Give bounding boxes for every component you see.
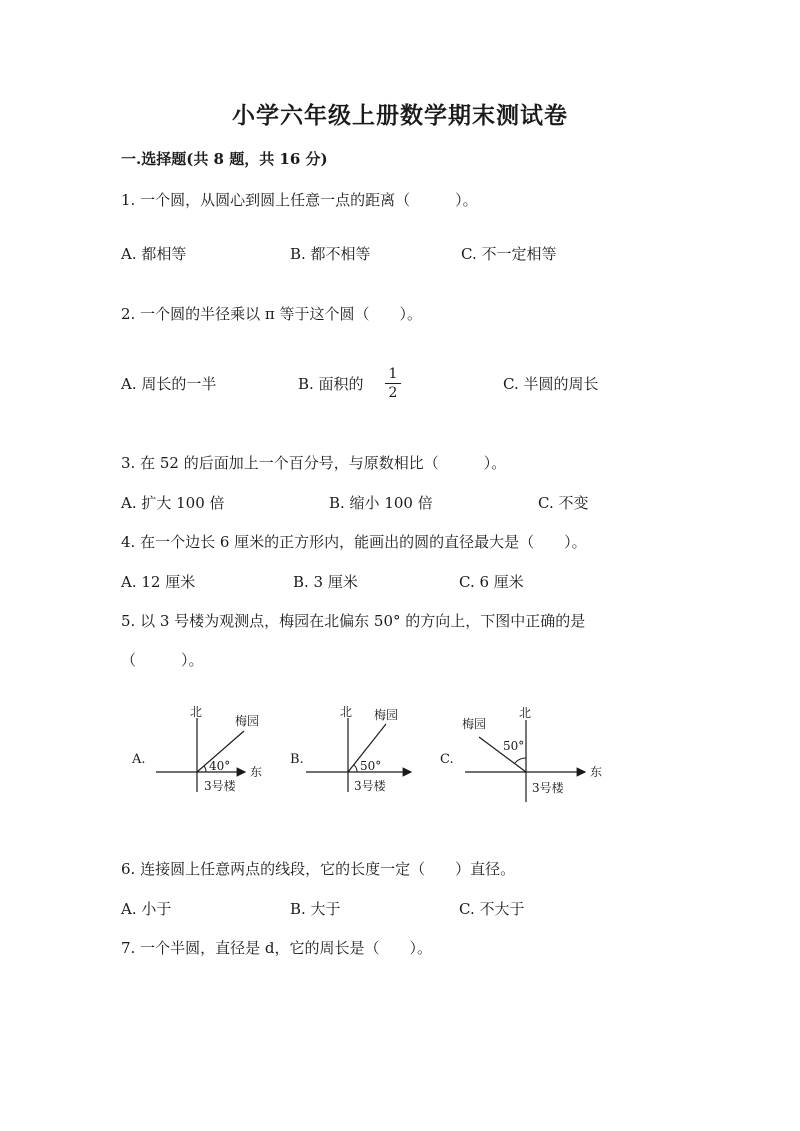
question-7-text: 7. 一个半圆，直径是 d，它的周长是（ ）。 bbox=[121, 939, 432, 957]
question-5-text: 5. 以 3 号楼为观测点，梅园在北偏东 50° 的方向上，下图中正确的是 bbox=[121, 612, 586, 630]
question-1-option-a: A. 都相等 bbox=[121, 245, 187, 263]
question-5-text-continued: （ ）。 bbox=[121, 651, 204, 669]
diagram-b-target-label: 梅园 bbox=[374, 708, 399, 722]
section-heading: 一.选择题(共 8 题，共 16 分) bbox=[121, 150, 328, 168]
diagram-a-angle-label: 40° bbox=[209, 759, 231, 773]
diagram-a-label: A. bbox=[132, 752, 146, 767]
fraction-denominator: 2 bbox=[388, 385, 398, 401]
diagram-b-angle-label: 50° bbox=[360, 759, 382, 773]
question-2-option-c: C. 半圆的周长 bbox=[503, 375, 599, 393]
question-4-text: 4. 在一个边长 6 厘米的正方形内，能画出的圆的直径最大是（ ）。 bbox=[121, 533, 587, 551]
diagram-a bbox=[131, 705, 262, 793]
question-1-option-b: B. 都不相等 bbox=[290, 245, 371, 263]
direction-diagrams bbox=[120, 700, 620, 805]
fraction-one-half bbox=[385, 367, 401, 400]
diagram-c bbox=[440, 706, 602, 802]
diagram-c-east-label: 东 bbox=[590, 765, 603, 779]
diagram-b-label: B. bbox=[290, 752, 304, 767]
diagram-c-target-label: 梅园 bbox=[462, 717, 487, 731]
diagram-c-north-label: 北 bbox=[519, 706, 532, 720]
diagram-b-north-label: 北 bbox=[340, 705, 353, 719]
diagram-c-angle-label: 50° bbox=[503, 739, 525, 753]
question-4-option-c: C. 6 厘米 bbox=[459, 573, 524, 591]
question-6-text: 6. 连接圆上任意两点的线段，它的长度一定（ ）直径。 bbox=[121, 860, 516, 878]
fraction-numerator: 1 bbox=[388, 366, 398, 382]
question-2-option-b: B. 面积的 bbox=[298, 375, 364, 393]
diagram-b-origin-label: 3号楼 bbox=[354, 779, 386, 793]
question-6-option-b: B. 大于 bbox=[290, 900, 341, 918]
diagram-c-label: C. bbox=[440, 752, 454, 767]
question-3-text: 3. 在 52 的后面加上一个百分号，与原数相比（ ）。 bbox=[121, 454, 507, 472]
question-2-text: 2. 一个圆的半径乘以 π 等于这个圆（ ）。 bbox=[121, 305, 422, 323]
question-3-option-c: C. 不变 bbox=[538, 494, 589, 512]
question-4-option-b: B. 3 厘米 bbox=[293, 573, 358, 591]
question-6-option-a: A. 小于 bbox=[121, 900, 172, 918]
question-4-option-a: A. 12 厘米 bbox=[121, 573, 196, 591]
question-1-text: 1. 一个圆，从圆心到圆上任意一点的距离（ ）。 bbox=[121, 191, 478, 209]
question-2-option-a: A. 周长的一半 bbox=[121, 375, 217, 393]
diagram-b-angle-arc bbox=[354, 765, 357, 772]
question-3-option-a: A. 扩大 100 倍 bbox=[121, 494, 225, 512]
diagram-c-angle-arc bbox=[515, 758, 526, 763]
diagram-a-angle-arc bbox=[204, 766, 206, 772]
question-3-option-b: B. 缩小 100 倍 bbox=[329, 494, 433, 512]
diagram-a-origin-label: 3号楼 bbox=[204, 779, 236, 793]
fraction-bar bbox=[385, 383, 401, 384]
diagram-a-north-label: 北 bbox=[190, 705, 203, 719]
diagram-a-east-label: 东 bbox=[250, 765, 263, 779]
diagram-c-origin-label: 3号楼 bbox=[532, 781, 564, 795]
diagram-b bbox=[290, 705, 411, 793]
page-title: 小学六年级上册数学期末测试卷 bbox=[232, 102, 568, 129]
diagram-a-target-label: 梅园 bbox=[235, 714, 260, 728]
question-6-option-c: C. 不大于 bbox=[459, 900, 525, 918]
question-1-option-c: C. 不一定相等 bbox=[461, 245, 557, 263]
